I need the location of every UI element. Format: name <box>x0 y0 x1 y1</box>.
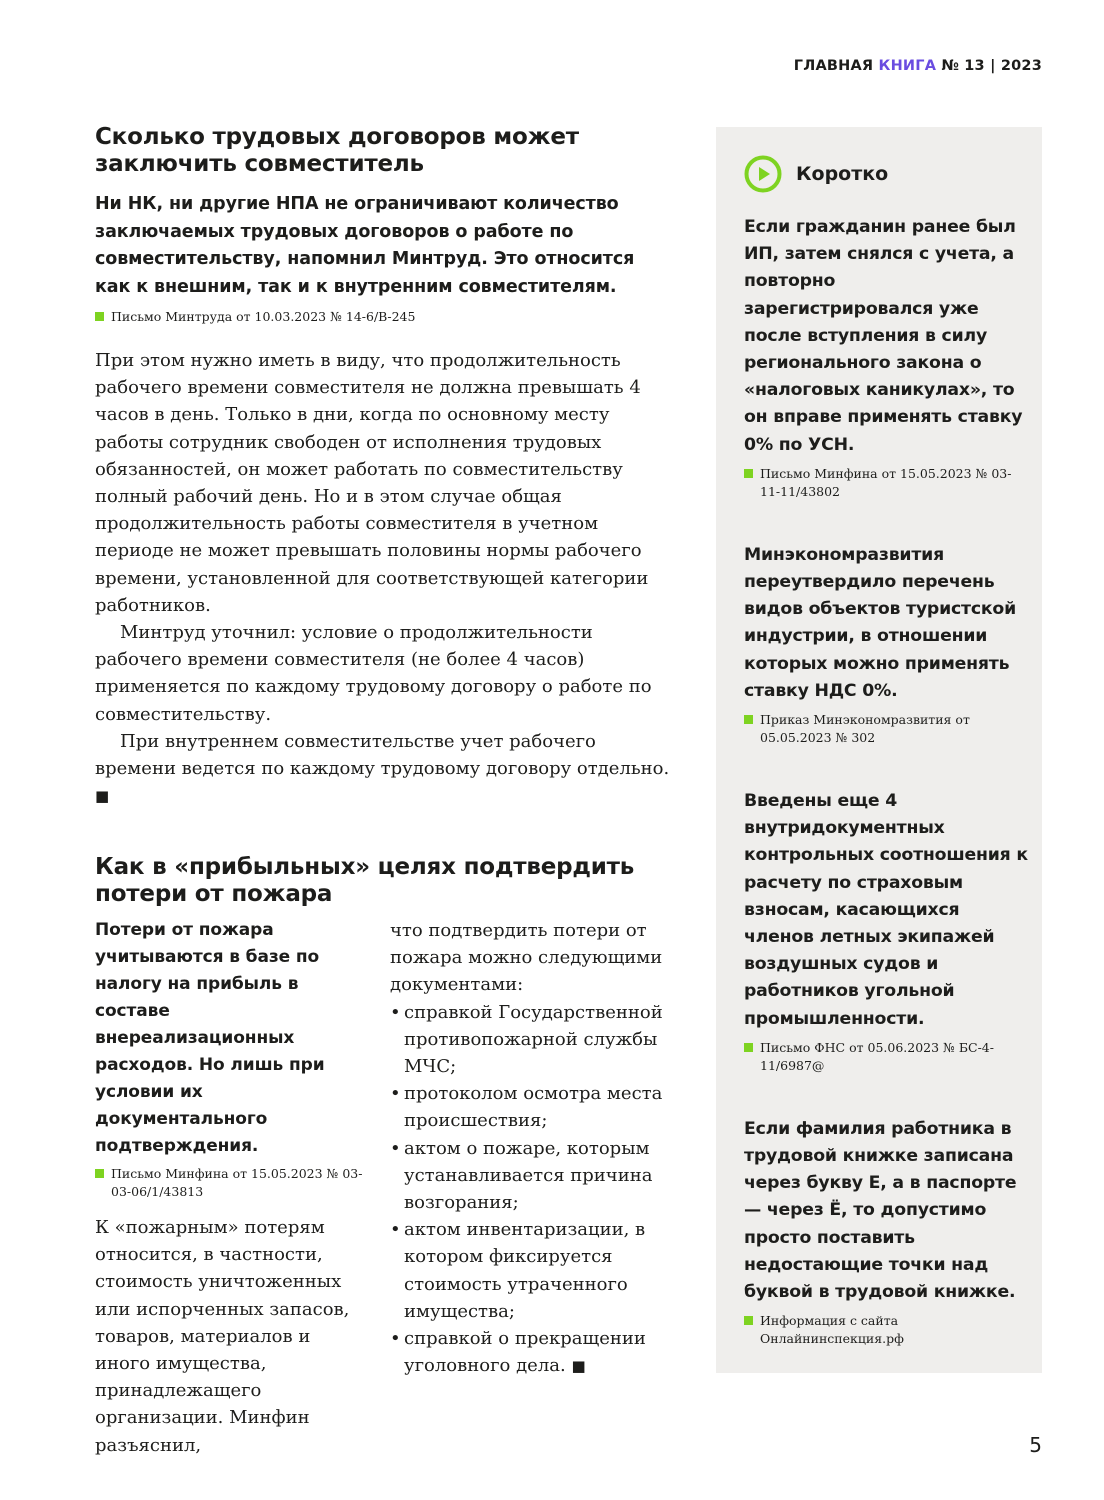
sidebar-title: Коротко <box>796 163 889 185</box>
paragraph: Минтруд уточнил: условие о продолжительности рабочего времени совместителя (не более 4 часов) применяется по каждому трудовому договору о работе по совместительству. <box>95 622 652 725</box>
list-item: • справкой о прекращении уголовного дела. ■ <box>390 1325 670 1380</box>
left-column <box>95 917 365 1459</box>
note-text: Если фамилия работника в трудовой книжке записана через букву Е, а в паспорте — через Ё, то допустимо просто поставить недостающие точки над буквой в трудовой книжке. <box>744 1118 1017 1303</box>
note-item <box>744 788 1030 1075</box>
list-item: • справкой Государственной противопожарной службы МЧС; <box>390 999 670 1081</box>
article-title: Сколько трудовых договоров может заключить совместитель <box>95 124 579 177</box>
article-body-left: К «пожарным» потерям относится, в частности, стоимость уничтоженных или испорченных запасов, товаров, материалов и иного имущества, принадлежащего организации. Минфин разъяснил, <box>95 1217 350 1456</box>
issue-number: № 13 | 2023 <box>941 58 1042 74</box>
source-reference: Письмо Минфина от 15.05.2023 № 03-03-06/1/43813 <box>95 1165 365 1201</box>
list-item: • актом о пожаре, которым устанавливается причина возгорания; <box>390 1135 670 1217</box>
end-mark: ■ <box>95 787 110 806</box>
article-body-right: что подтвердить потери от пожара можно следующими документами: <box>390 920 663 996</box>
paragraph: При этом нужно иметь в виду, что продолжительность рабочего времени совместителя не должна превышать 4 часов в день. Только в дни, когда по основному месту работы сотрудник свободен от исполнения трудовых обязанностей, он может работать по совместительству полный рабочий день. Но и в этом случае общая продолжительность работы совместителя в учетном периоде не может превышать половины нормы рабочего времени, установленной для соответствующей категории работников. <box>95 350 649 616</box>
sidebar-header <box>743 154 888 194</box>
play-circle-icon <box>743 154 783 194</box>
source-reference: Письмо ФНС от 05.06.2023 № БС-4-11/6987@ <box>744 1039 1030 1075</box>
list-item: • актом инвентаризации, в котором фиксируется стоимость утраченного имущества; <box>390 1216 670 1325</box>
article-fire-losses <box>95 854 670 1456</box>
end-mark: ■ <box>571 1357 586 1376</box>
note-item <box>744 214 1030 501</box>
source-reference: Информация с сайта Онлайнинспекция.рф <box>744 1312 1030 1348</box>
running-header <box>794 58 1042 74</box>
right-column <box>390 917 670 1380</box>
note-item <box>744 1116 1030 1348</box>
source-reference: Приказ Минэкономразвития от 05.05.2023 № 302 <box>744 711 1030 747</box>
article-lead: Потери от пожара учитываются в базе по налогу на прибыль в составе внереализационных расходов. Но лишь при условии их документального подтверждения. <box>95 920 325 1156</box>
note-text: Если гражданин ранее был ИП, затем снялся с учета, а повторно зарегистрировался уже после вступления в силу регионального закона о «налоговых каникулах», то он вправе применять ставку 0% по УСН. <box>744 217 1023 455</box>
note-text: Введены еще 4 внутридокументных контрольных соотношения к расчету по страховым взносам, касающихся членов летных экипажей воздушных судов и работников угольной промышленности. <box>744 791 1028 1029</box>
article-part-time-contracts <box>95 124 670 810</box>
brand-part1: ГЛАВНАЯ <box>793 58 874 74</box>
article-title: Как в «прибыльных» целях подтвердить потери от пожара <box>95 854 635 907</box>
sidebar-notes <box>744 214 1030 1389</box>
source-reference: Письмо Минтруда от 10.03.2023 № 14-6/В-245 <box>95 308 670 326</box>
document-list <box>390 999 670 1381</box>
note-text: Минэкономразвития переутвердило перечень видов объектов туристской индустрии, в отношении которых можно применять ставку НДС 0%. <box>744 544 1017 701</box>
brand-part2: КНИГА <box>878 58 937 74</box>
article-lead: Ни НК, ни другие НПА не ограничивают количество заключаемых трудовых договоров о работе по совместительству, напомнил Минтруд. Это относится как к внешним, так и к внутренним совместителям. <box>95 194 635 297</box>
note-item <box>744 542 1030 747</box>
sidebar-briefly <box>716 127 1042 1373</box>
article-body <box>95 347 670 810</box>
page-number: 5 <box>1029 1433 1042 1457</box>
paragraph: При внутреннем совместительстве учет рабочего времени ведется по каждому трудовому договору отдельно. ■ <box>95 730 670 806</box>
list-item: • протоколом осмотра места происшествия; <box>390 1080 670 1134</box>
source-reference: Письмо Минфина от 15.05.2023 № 03-11-11/43802 <box>744 465 1030 501</box>
